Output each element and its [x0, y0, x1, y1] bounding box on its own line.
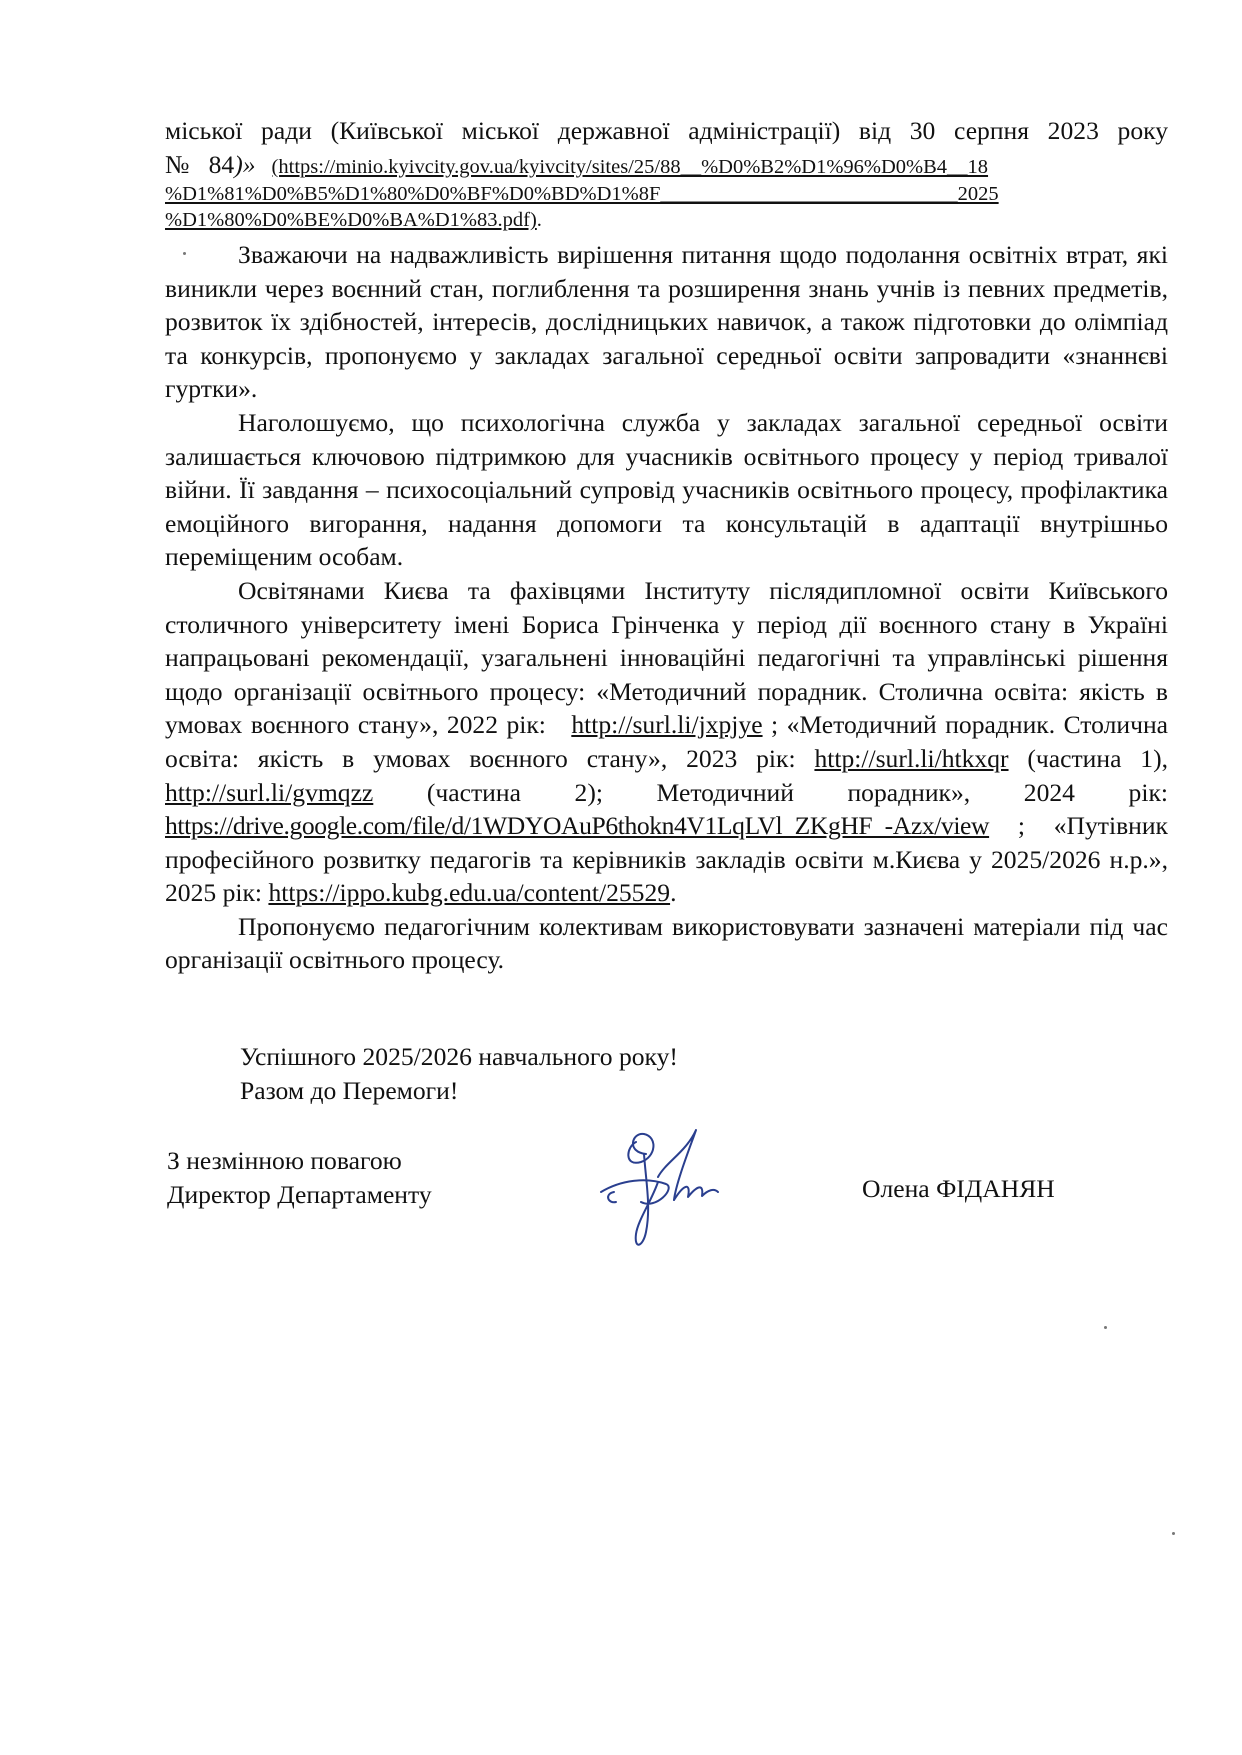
scan-speck — [1104, 1326, 1107, 1329]
link-guide-2023-part-1[interactable]: http://surl.li/htkxqr — [814, 743, 1009, 773]
materials-part-1: (частина 1), — [1008, 743, 1168, 773]
materials-intro: Освітянами Києва та фахівцями Інституту післядипломної освіти Київського столичного університету імені Бориса Грінченка у період дії воєнного стану в Україні напрацьовані рекомендації, узагальнені інноваційні педагогічні та управлінські рішення щодо організації освітнього процесу: «Методичний порадник. Столична освіта: якість в умовах воєнного стану», 2022 рік: — [165, 575, 1168, 740]
wish-school-year: Успішного 2025/2026 навчального року! — [240, 1042, 678, 1071]
top-line-2 — [165, 148, 1168, 182]
materials-text-2024: (частина 2); Методичний порадник», 2024 рік: — [373, 777, 1168, 807]
materials-text-2025: ; «Путівник професійного розвитку педагогів та керівників закладів освіти м.Києва у 2025/2026 н.р.», 2025 рік: — [165, 811, 1168, 908]
scan-speck — [1172, 1532, 1175, 1535]
top-line-1: міської ради (Київської міської державної адміністрації) від 30 серпня 2023 року — [165, 116, 1168, 145]
decision-url-part-2[interactable]: %D1%81%D0%B5%D1%80%D0%BF%D0%BD%D1%8F_____________________________2025 — [165, 183, 999, 206]
top-paragraph — [165, 114, 1168, 233]
link-guide-2024[interactable]: https://drive.google.com/file/d/1WDYOAuP6thokn4V1LqLVl_ZKgHF_-Azx/view — [165, 811, 990, 841]
decision-number-close: )» — [234, 149, 256, 179]
decision-url-line-3 — [165, 207, 1168, 233]
handwritten-signature — [596, 1122, 746, 1262]
wish-victory: Разом до Перемоги! — [240, 1076, 459, 1105]
paragraph-psychological-service: Наголошуємо, що психологічна служба у закладах загальної середньої освіти залишається ключовою підтримкою для учасників освітнього процесу у період тривалої війни. Її завдання – психосоціальний супровід учасників освітнього процесу, профілактика емоційного вигорання, надання допомоги та консультацій в адаптації внутрішньо переміщеним особам. — [165, 407, 1168, 572]
paragraph-proposal: Пропонуємо педагогічним колективам використовувати зазначені матеріали під час організації освітнього процесу. — [165, 911, 1168, 975]
closing-wishes — [240, 1040, 678, 1108]
materials-end: . — [670, 878, 677, 908]
signer-name: Олена ФІДАНЯН — [862, 1174, 1055, 1203]
link-guide-2023-part-2[interactable]: http://surl.li/gvmqzz — [165, 777, 374, 807]
signer-title — [167, 1144, 432, 1212]
decision-url-line-2 — [165, 181, 1168, 207]
materials-text-2023: ; «Методичний порадник. Столична освіта: якість в умовах воєнного стану», 2023 рік: — [165, 710, 1169, 773]
body-text — [165, 238, 1168, 977]
link-guide-2025[interactable]: https://ippo.kubg.edu.ua/content/25529 — [268, 878, 671, 908]
decision-url-part-1[interactable]: (https://minio.kyivcity.gov.ua/kyivcity/sites/25/88__%D0%B2%D1%96%D0%B4__18 — [271, 155, 989, 178]
decision-number: № 84 — [165, 149, 235, 179]
signer-position: Директор Департаменту — [167, 1180, 432, 1209]
decision-url-part-3[interactable]: %D1%80%D0%BE%D0%BA%D1%83.pdf) — [165, 209, 537, 232]
paragraph-learning-losses: Зважаючи на надважливість вирішення питання щодо подолання освітніх втрат, які виникли через воєнний стан, поглиблення та розширення знань учнів із певних предметів, розвиток їх здібностей, інтересів, дослідницьких навичок, а також підготовки до олімпіад та конкурсів, пропонуємо у закладах загальної середньої освіти запровадити «знаннєві гуртки». — [165, 240, 1168, 404]
paragraph-methodological-materials — [165, 574, 1168, 910]
scan-speck — [183, 252, 186, 255]
decision-url-end: . — [536, 209, 542, 232]
regards-text: З незмінною повагою — [167, 1146, 402, 1175]
link-guide-2022[interactable]: http://surl.li/jxpjye — [571, 710, 763, 740]
